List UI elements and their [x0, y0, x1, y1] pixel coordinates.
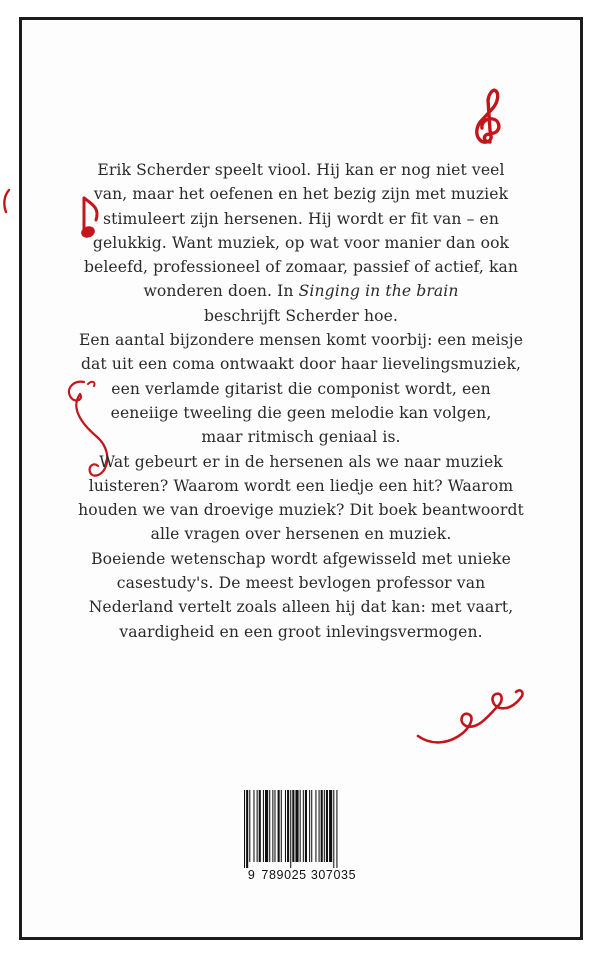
barcode-bar: [295, 790, 298, 862]
barcode-bar: [272, 790, 273, 862]
text-line: een verlamde gitarist die componist wordt, een: [111, 379, 491, 398]
barcode-bar: [321, 790, 323, 862]
barcode-bar: [300, 790, 301, 862]
blurb-paragraph-4: [30, 547, 572, 644]
barcode-bar: [263, 790, 264, 862]
text-line: Erik Scherder speelt viool. Hij kan er nog niet veel: [97, 161, 505, 179]
blurb-paragraph-1: [30, 158, 572, 328]
blurb-paragraph-2: [30, 328, 572, 449]
text-line: Wat gebeurt er in de hersenen als we naar muziek: [99, 452, 503, 471]
barcode-bar: [309, 790, 310, 862]
barcode-bar: [244, 790, 245, 868]
text-line: beschrijft Scherder hoe.: [203, 306, 399, 325]
swirl-right-icon: [414, 676, 530, 752]
barcode-bar: [290, 790, 291, 868]
text-line-before-title: wonderen doen. In: [143, 282, 299, 301]
barcode-bar: [305, 790, 307, 862]
isbn-leading-digit: 9: [247, 868, 256, 882]
barcode-bar: [287, 790, 289, 862]
text-line: van, maar het oefenen en het bezig zijn met muziek: [93, 185, 509, 204]
barcode-bar: [329, 790, 332, 862]
barcode-bars: [240, 790, 364, 868]
barcode-bar: [326, 790, 328, 862]
text-line: luisteren? Waarom wordt een liedje een hit? Waarom: [88, 476, 514, 495]
text-line: casestudy's. De meest bevlogen professor van: [116, 574, 486, 593]
barcode-bar: [303, 790, 304, 862]
isbn-group-2: 307035: [310, 868, 357, 882]
barcode-bar: [319, 790, 320, 862]
barcode-bar: [257, 790, 258, 862]
back-cover-blurb: [30, 158, 572, 644]
text-line: gelukkig. Want muziek, op wat voor manier dan ook: [92, 233, 510, 252]
barcode-bar: [315, 790, 316, 862]
text-line: eeneiige tweeling die geen melodie kan volgen,: [110, 403, 492, 422]
book-title: Singing in the brain: [298, 282, 459, 301]
barcode-bar: [246, 790, 248, 868]
isbn-number: [240, 868, 364, 882]
barcode-bar: [249, 790, 250, 862]
barcode-bar: [336, 790, 337, 868]
barcode-bar: [324, 790, 325, 862]
text-line: Nederland vertelt zoals alleen hij dat kan: met vaart,: [88, 598, 514, 617]
isbn-barcode: [240, 790, 364, 882]
text-line: Boeiende wetenschap wordt afgewisseld met unieke: [91, 549, 511, 568]
barcode-bar: [278, 790, 280, 862]
text-line: vaardigheid en een groot inlevingsvermogen.: [119, 622, 483, 641]
barcode-bar: [259, 790, 261, 862]
barcode-bar: [265, 790, 268, 862]
text-line: dat uit een coma ontwaakt door haar lievelingsmuziek,: [80, 355, 522, 374]
barcode-bar: [269, 790, 270, 862]
text-line: beleefd, professioneel of zomaar, passief of actief, kan: [83, 258, 519, 277]
barcode-bar: [333, 790, 334, 868]
text-line: alle vragen over hersenen en muziek.: [150, 525, 452, 544]
edge-mark-icon: [0, 188, 14, 214]
text-line: houden we van droevige muziek? Dit boek beantwoordt: [78, 501, 524, 520]
barcode-bar: [292, 790, 294, 862]
barcode-bar: [253, 790, 254, 862]
barcode-bar: [281, 790, 282, 862]
barcode-bar: [274, 790, 275, 862]
text-line: maar ritmisch geniaal is.: [201, 428, 401, 447]
barcode-bar: [311, 790, 312, 862]
isbn-group-1: 789025: [261, 868, 307, 882]
barcode-bar: [285, 790, 286, 862]
text-line: stimuleert zijn hersenen. Hij wordt er fit van – en: [102, 209, 500, 228]
blurb-paragraph-3: [30, 450, 572, 547]
text-line: Een aantal bijzondere mensen komt voorbij: een meisje: [78, 331, 524, 350]
treble-clef-icon: [466, 86, 510, 146]
